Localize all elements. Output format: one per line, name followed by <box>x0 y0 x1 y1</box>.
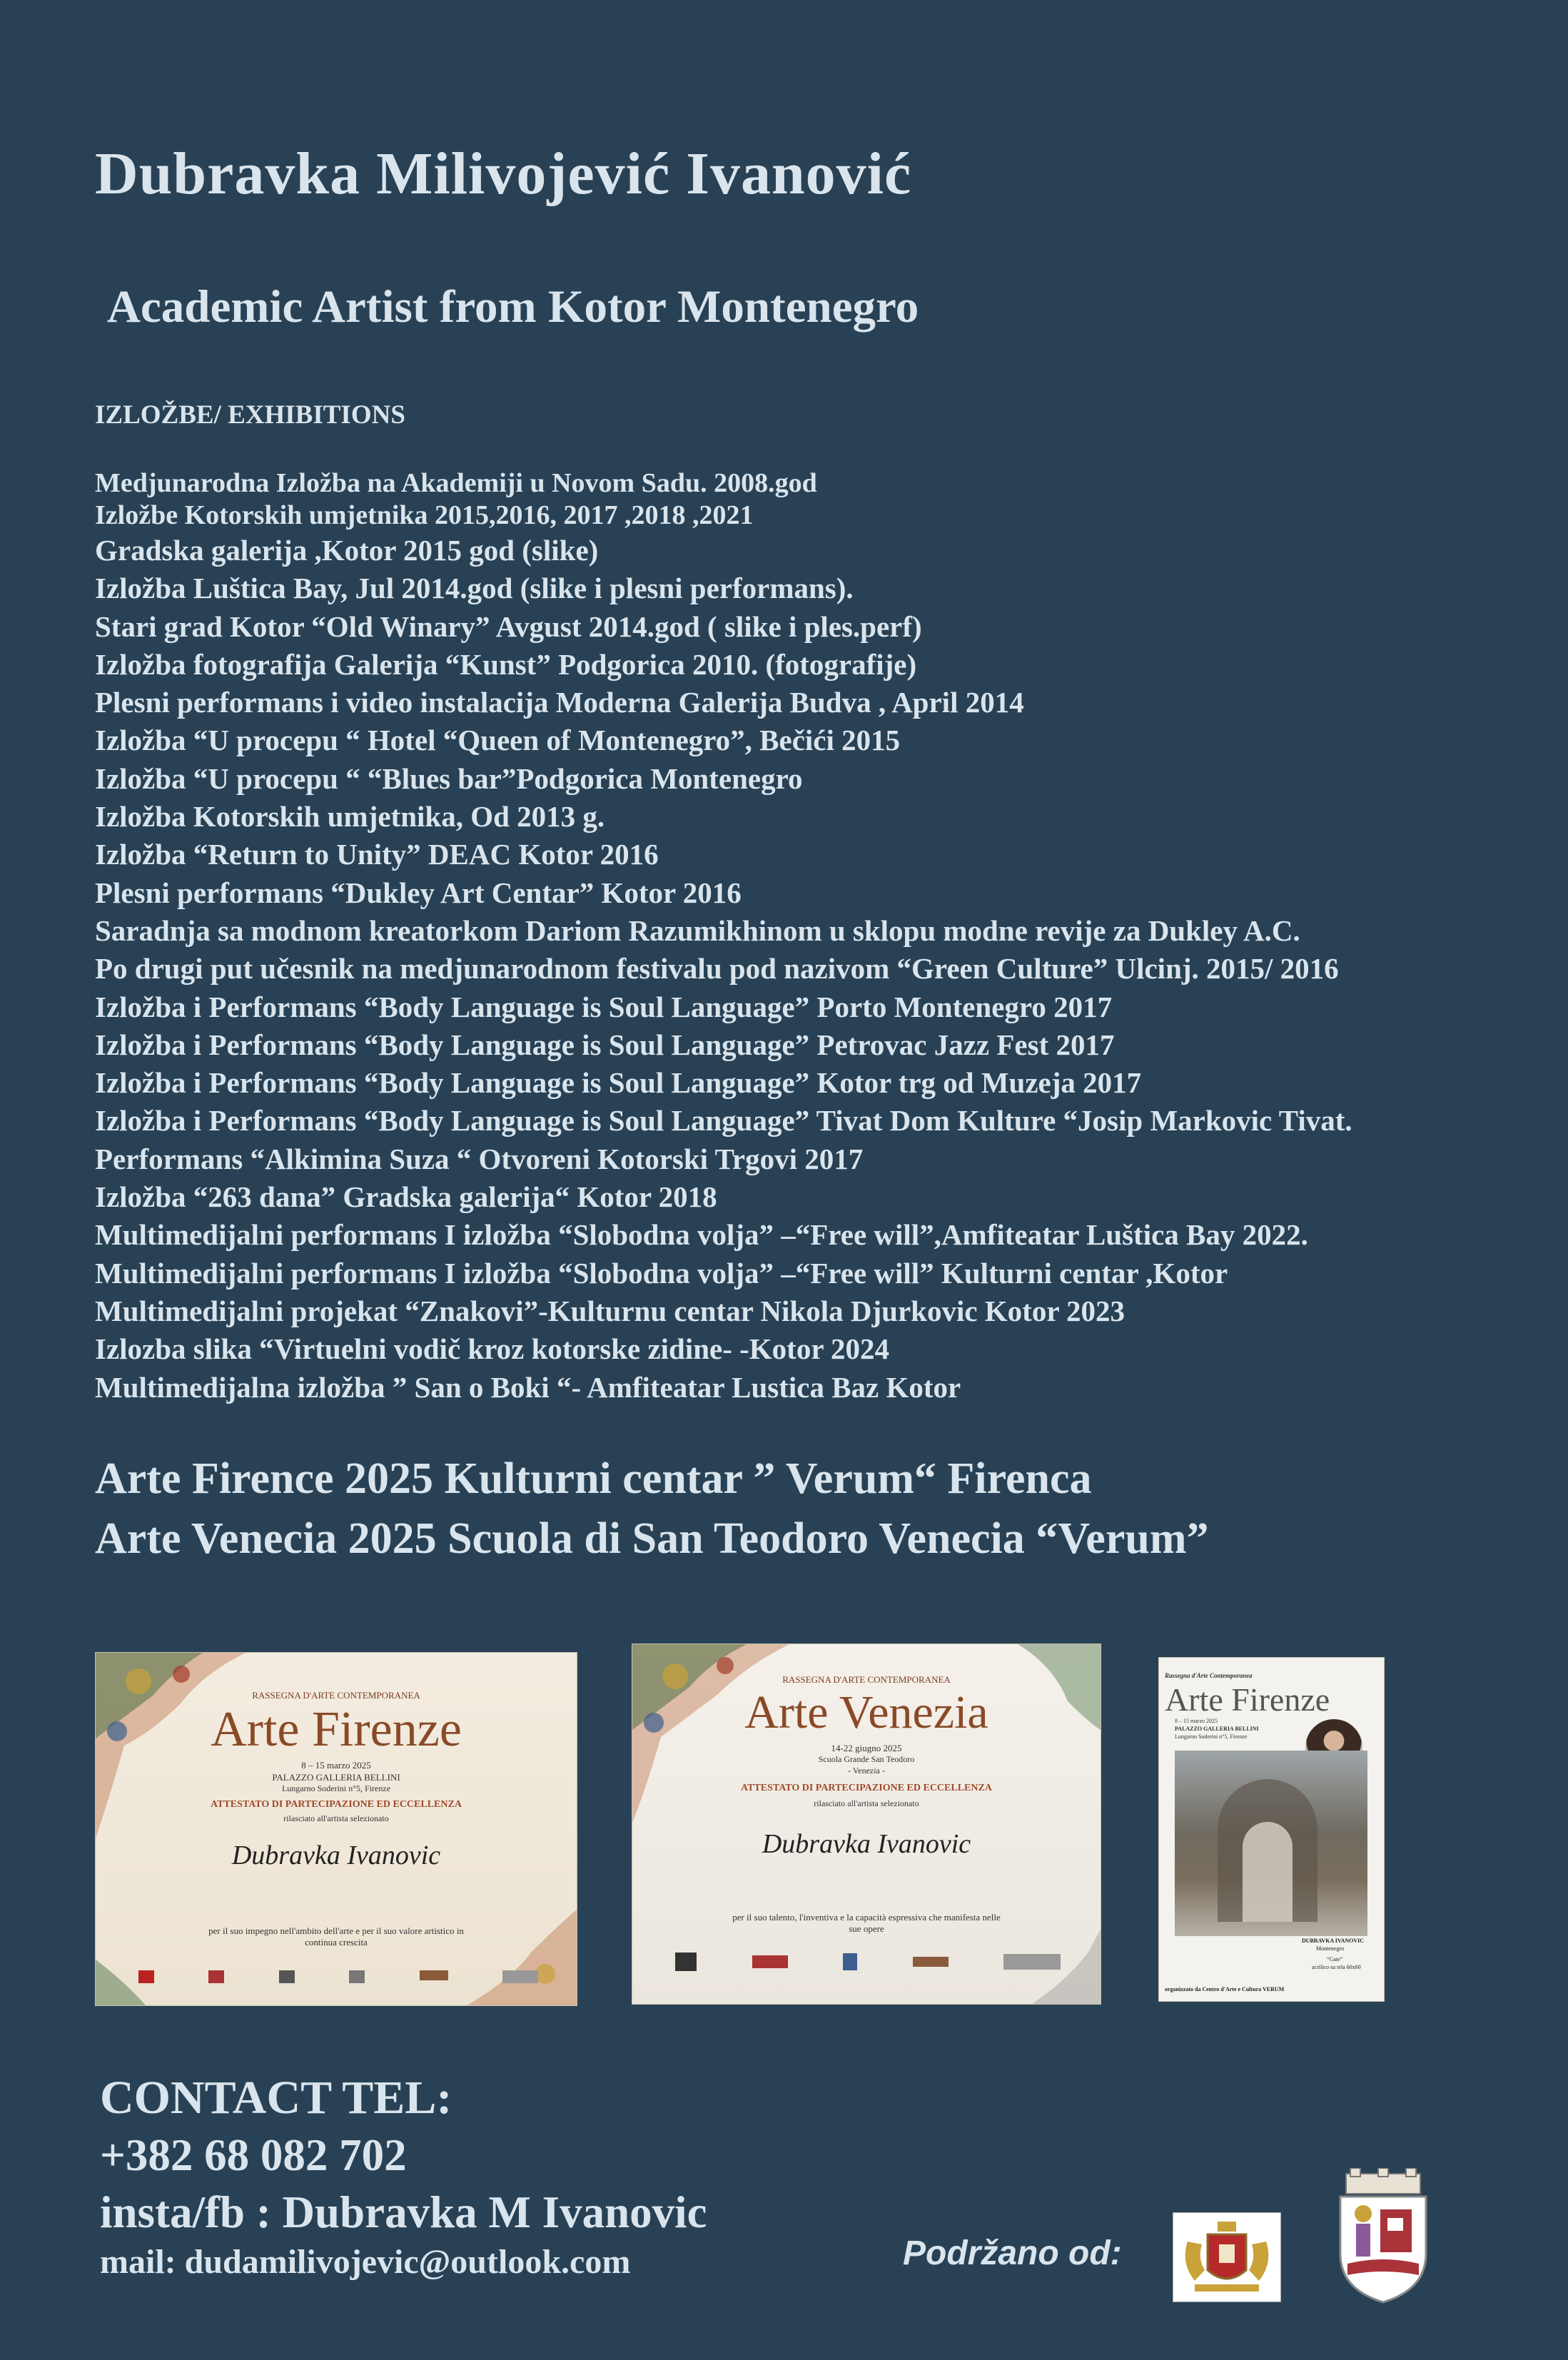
exhibition-item: Plesni performans “Dukley Art Centar” Kotor 2016 <box>95 876 742 909</box>
exhibition-item: Izložba i Performans “Body Language is Soul Language” Porto Montenegro 2017 <box>95 990 1113 1023</box>
certificate-title: Arte Firenze <box>211 1702 462 1757</box>
artist-name: Dubravka Milivojević Ivanović <box>95 141 912 207</box>
poster-painting <box>1175 1751 1367 1936</box>
certificate-dates: 14-22 giugno 2025 <box>831 1743 902 1753</box>
contact-block <box>100 2070 707 2284</box>
poster-title: Arte Firenze <box>1165 1681 1330 1718</box>
certificate-address: Lungarno Soderini n°5, Firenze <box>281 1783 391 1793</box>
exhibition-item: Saradnja sa modnom kreatorkom Dariom Razumikhinom u sklopu modne revije za Dukley A.C. <box>95 913 1300 947</box>
shield-icon <box>1333 2168 1433 2304</box>
certificate-address: - Venezia - <box>848 1766 885 1776</box>
exhibition-item: Izložba “263 dana” Gradska galerija“ Kotor 2018 <box>95 1180 717 1214</box>
exhibition-item: Gradska galerija ,Kotor 2015 god (slike) <box>95 534 599 567</box>
certificate-dates: 8 – 15 marzo 2025 <box>301 1760 371 1771</box>
exhibition-item: Izložba Kotorskih umjetnika, Od 2013 g. <box>95 800 605 834</box>
exhibition-item: Izložba i Performans “Body Language is Soul Language” Tivat Dom Kulture “Josip Markovic Tivat. <box>95 1104 1352 1138</box>
exhibition-item: Multimedijalna izložba ” San o Boki “- Amfiteatar Lustica Baz Kotor <box>95 1370 961 1404</box>
highlight-venice: Arte Venecia 2025 Scuola di San Teodoro Venecia “Verum” <box>95 1514 1209 1563</box>
poster-medium: acrilico su tela 60x60 <box>1312 1964 1361 1970</box>
sponsor-logos <box>675 1951 1061 1972</box>
certificate-title: Arte Venezia <box>744 1686 988 1738</box>
highlight-florence: Arte Firence 2025 Kulturni centar ” Verum“ Firenca <box>95 1454 1092 1503</box>
exhibition-item: Izložba “Return to Unity” DEAC Kotor 2016 <box>95 838 659 871</box>
contact-social: insta/fb : Dubravka M Ivanovic <box>100 2187 707 2237</box>
highlights <box>95 1449 1208 1569</box>
exhibitions-list <box>95 467 1565 1407</box>
sponsor-logos <box>138 1970 538 1985</box>
municipal-shield-logo <box>1333 2168 1433 2304</box>
exhibition-item: Izložbe Kotorskih umjetnika 2015,2016, 2017 ,2018 ,2021 <box>95 500 754 530</box>
exhibition-item: Stari grad Kotor “Old Winary” Avgust 2014.god ( slike i ples.perf) <box>95 609 922 643</box>
poster-work: “Gate” <box>1327 1956 1343 1963</box>
exhibition-item: Performans “Alkimina Suza “ Otvoreni Kotorski Trgovi 2017 <box>95 1142 864 1175</box>
contact-heading: CONTACT TEL: <box>100 2072 452 2124</box>
exhibition-item: Izložba i Performans “Body Language is Soul Language” Kotor trg od Muzeja 2017 <box>95 1066 1142 1100</box>
poster-arte-firenze-photo <box>1158 1657 1385 2002</box>
certificate-signature: Dubravka Ivanovic <box>231 1840 441 1870</box>
certificate-arte-firenze-photo <box>95 1652 577 2006</box>
certificate-arte-venezia-photo <box>632 1644 1101 2005</box>
contact-mail: mail: dudamilivojevic@outlook.com <box>100 2243 631 2281</box>
contact-phone: +382 68 082 702 <box>100 2130 407 2180</box>
poster-venue: PALAZZO GALLERIA BELLINI <box>1175 1726 1259 1732</box>
coat-of-arms-icon <box>1173 2213 1280 2301</box>
poster-dates: 8 – 15 marzo 2025 <box>1175 1718 1218 1724</box>
exhibition-item: Medjunarodna Izložba na Akademiji u Novom Sadu. 2008.god <box>95 468 817 498</box>
certificate-header: RASSEGNA D'ARTE CONTEMPORANEA <box>252 1690 420 1701</box>
exhibition-item: Izložba “U procepu “ Hotel “Queen of Montenegro”, Bečići 2015 <box>95 724 901 757</box>
exhibition-item: Multimedijalni performans I izložba “Slobodna volja” –“Free will”,Amfiteatar Luštica Bay 2022. <box>95 1218 1308 1252</box>
exhibition-item: Plesni performans i video instalacija Moderna Galerija Budva , April 2014 <box>95 686 1024 719</box>
exhibition-item: Po drugi put učesnik na medjunarodnom festivalu pod nazivom “Green Culture” Ulcinj. 2015/ 2016 <box>95 952 1339 986</box>
poster-organizer: organizzato da Centro d'Arte e Cultura VERUM <box>1165 1986 1285 1992</box>
certificate-header: RASSEGNA D'ARTE CONTEMPORANEA <box>782 1674 951 1685</box>
poster-country: Montenegro <box>1316 1945 1345 1952</box>
certificate-venue: PALAZZO GALLERIA BELLINI <box>272 1772 400 1783</box>
certificate-award: ATTESTATO DI PARTECIPAZIONE ED ECCELLENZA <box>741 1783 992 1793</box>
exhibition-item: Multimedijalni performans I izložba “Slobodna volja” –“Free will” Kulturni centar ,Kotor <box>95 1256 1228 1290</box>
exhibition-item: Multimedijalni projekat “Znakovi”-Kulturnu centar Nikola Djurkovic Kotor 2023 <box>95 1294 1126 1327</box>
exhibition-item: Izložba fotografija Galerija “Kunst” Podgorica 2010. (fotografije) <box>95 647 917 681</box>
exhibitions-heading: IZLOŽBE/ EXHIBITIONS <box>95 400 405 430</box>
exhibition-item: Izložba Luštica Bay, Jul 2014.god (slike i plesni performans). <box>95 572 854 605</box>
certificate-footer: per il suo talento, l'inventiva e la capacità espressiva che manifesta nelle sue opere <box>732 1912 1001 1934</box>
kotor-coat-of-arms-logo <box>1173 2212 1281 2302</box>
certificate-sub: rilasciato all'artista selezionato <box>814 1798 919 1808</box>
exhibition-item: Izložba “U procepu “ “Blues bar”Podgorica Montenegro <box>95 761 803 795</box>
poster-address: Lungarno Soderini n°5, Firenze <box>1175 1733 1248 1740</box>
certificate-venue: Scuola Grande San Teodoro <box>818 1754 915 1764</box>
supported-by-label: Podržano od: <box>903 2234 1122 2272</box>
artist-subtitle: Academic Artist from Kotor Montenegro <box>107 281 919 333</box>
exhibition-item: Izložba i Performans “Body Language is Soul Language” Petrovac Jazz Fest 2017 <box>95 1028 1115 1061</box>
poster-header: Rassegna d'Arte Contemporanea <box>1165 1672 1253 1679</box>
certificate-signature: Dubravka Ivanovic <box>762 1829 971 1859</box>
certificate-footer: per il suo impegno nell'ambito dell'arte e per il suo valore artistico in continua crescita <box>208 1925 464 1948</box>
poster-artist: DUBRAVKA IVANOVIC <box>1302 1938 1365 1944</box>
certificate-award: ATTESTATO DI PARTECIPAZIONE ED ECCELLENZA <box>211 1799 462 1810</box>
certificate-sub: rilasciato all'artista selezionato <box>283 1813 389 1823</box>
exhibition-item: Izlozba slika “Virtuelni vodič kroz kotorske zidine- -Kotor 2024 <box>95 1332 890 1366</box>
